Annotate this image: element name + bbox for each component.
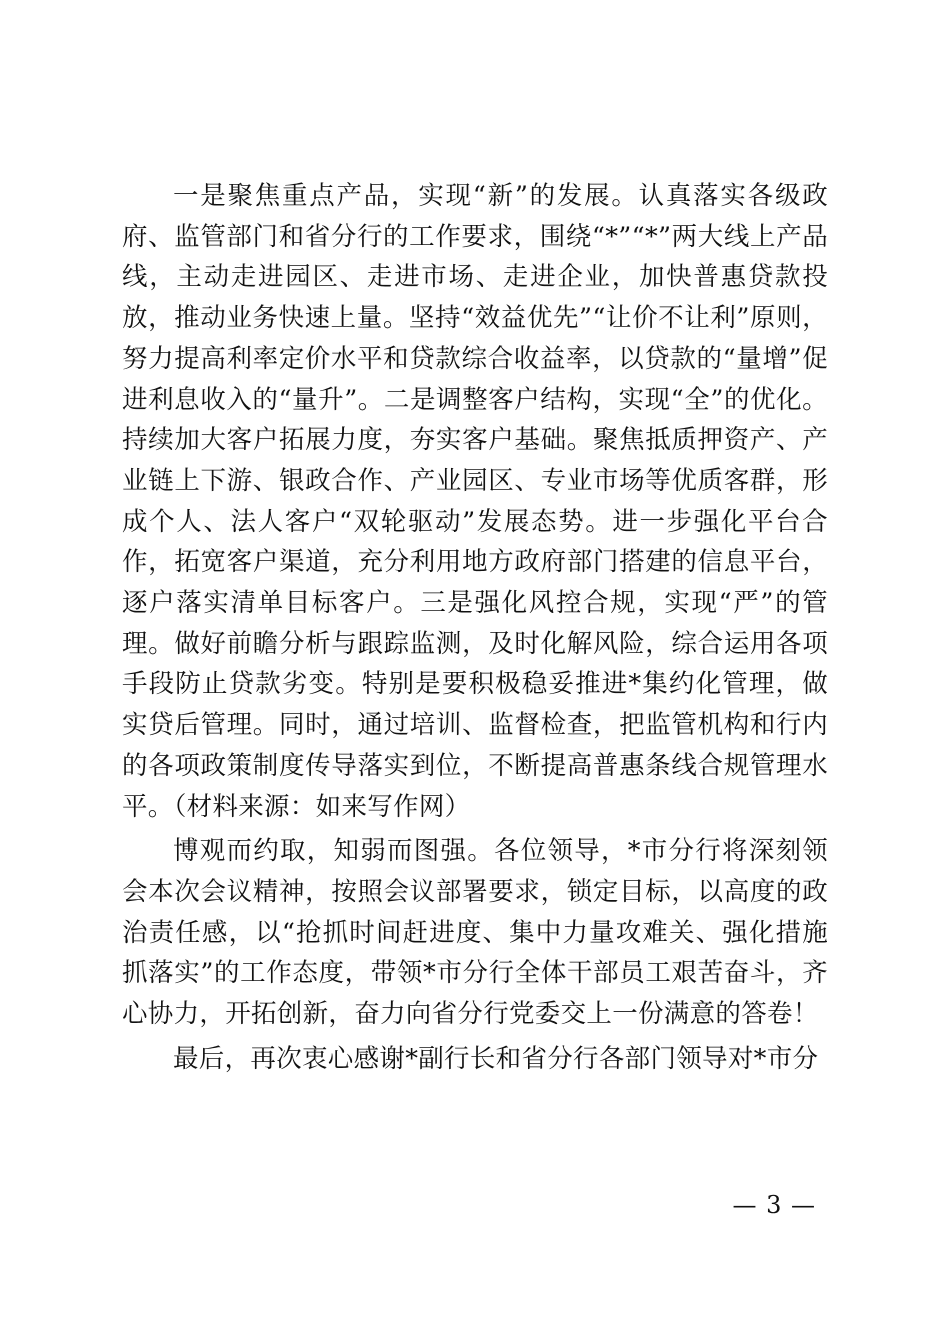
page-number: — 3 — [732, 1191, 816, 1219]
paragraph-closing: 最后，再次衷心感谢*副行长和省分行各部门领导对*市分 [173, 1043, 819, 1074]
paragraph-commitment: 博观而约取，知弱而图强。各位领导，*市分行将深刻领会本次会议精神，按照会议部署要求，锁定目标，以高度的政治责任感，以“抢抓时间赶进度、集中力量攻难关、强化措施抓落实”的工作态度，带领*市分行全体干部员工艰苦奋斗，齐心协力，开拓创新，奋力向省分行党委交上一份满意的答卷！ [122, 836, 828, 1030]
body-text [122, 176, 828, 1079]
paragraph-key-measures: 一是聚焦重点产品，实现“新”的发展。认真落实各级政府、监管部门和省分行的工作要求，围绕“*”“*”两大线上产品线，主动走进园区、走进市场、走进企业，加快普惠贷款投放，推动业务快速上量。坚持“效益优先”“让价不让利”原则，努力提高利率定价水平和贷款综合收益率，以贷款的“量增”促进利息收入的“量升”。二是调整客户结构，实现“全”的优化。持续加大客户拓展力度，夯实客户基础。聚焦抵质押资产、产业链上下游、银政合作、产业园区、专业市场等优质客群，形成个人、法人客户“双轮驱动”发展态势。进一步强化平台合作，拓宽客户渠道，充分利用地方政府部门搭建的信息平台，逐户落实清单目标客户。三是强化风控合规，实现“严”的管理。做好前瞻分析与跟踪监测，及时化解风险，综合运用各项手段防止贷款劣变。特别是要积极稳妥推进*集约化管理，做实贷后管理。同时，通过培训、监督检查，把监管机构和行内的各项政策制度传导落实到位，不断提高普惠条线合规管理水平。（材料来源：如来写作网） [122, 181, 828, 822]
